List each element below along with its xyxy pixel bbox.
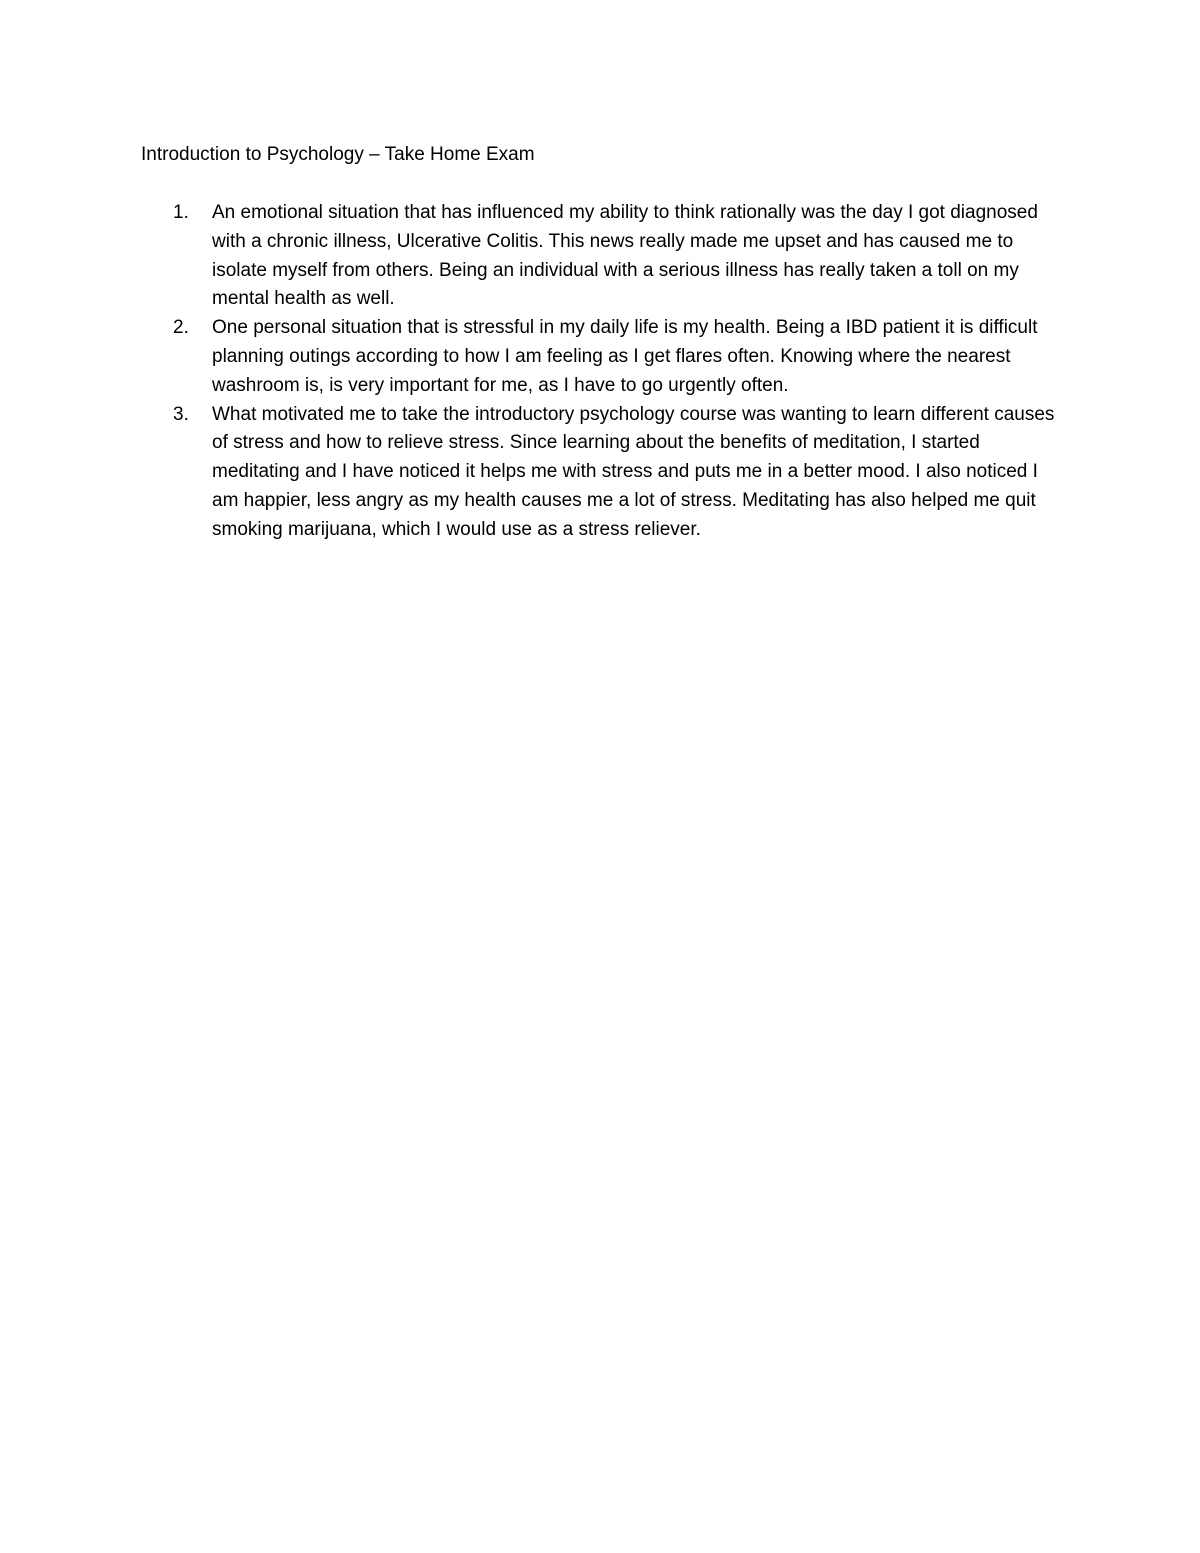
question-number: 1. (173, 202, 189, 223)
document-title: Introduction to Psychology – Take Home Exam (141, 144, 535, 165)
question-text: One personal situation that is stressful in my daily life is my health. Being a IBD patient it is difficult planning outings according to how I am feeling as I get flares often. Knowing where the nearest washroom is, is very important for me, as I have to go urgently often. (212, 317, 1038, 396)
question-number: 2. (173, 317, 189, 339)
question-text: What motivated me to take the introductory psychology course was wanting to learn different causes of stress and how to relieve stress. Since learning about the benefits of meditation, I started meditating and I have noticed it helps me with stress and puts me in a better mood. I also noticed I am happier, less angry as my health causes me a lot of stress. Meditating has also helped me quit smoking marijuana, which I would use as a stress reliever. (212, 403, 1055, 540)
question-item (141, 401, 1066, 545)
question-number: 3. (173, 403, 189, 425)
question-item (141, 199, 1066, 314)
question-text: An emotional situation that has influenced my ability to think rationally was the day I got diagnosed with a chronic illness, Ulcerative Colitis. This news really made me upset and has caused me to isolate myself from others. Being an individual with a serious illness has really taken a toll on my mental health as well. (212, 202, 1038, 310)
question-list (141, 199, 1066, 545)
question-item (141, 314, 1066, 400)
document-content (141, 141, 1066, 545)
